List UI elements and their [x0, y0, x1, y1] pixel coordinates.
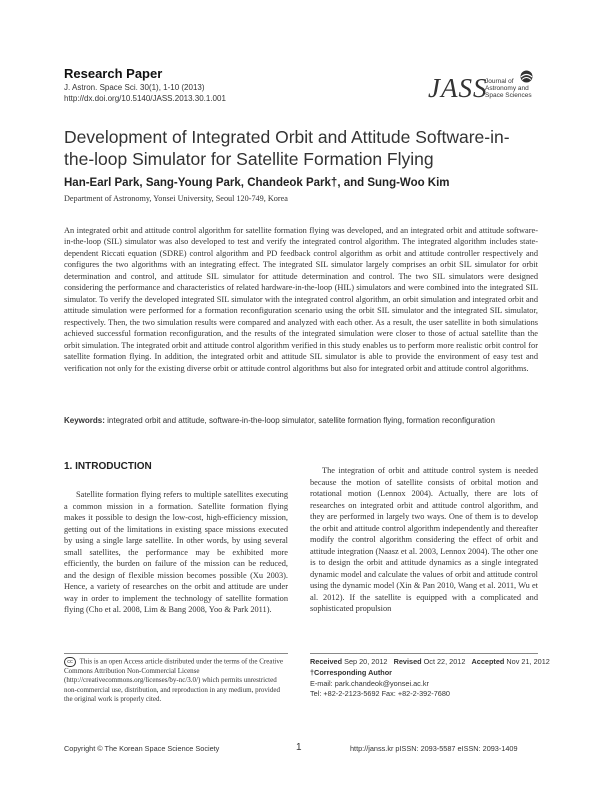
corresponding-email[interactable]: E-mail: park.chandeok@yonsei.ac.kr: [310, 679, 429, 688]
article-dates: [310, 657, 550, 666]
affiliation: Department of Astronomy, Yonsei University, Seoul 120-749, Korea: [64, 194, 288, 203]
received-date: Sep 20, 2012: [344, 657, 388, 666]
keywords-text: integrated orbit and attitude, software-in-the-loop simulator, satellite formation flying, formation reconfiguration: [107, 416, 495, 425]
doi-link[interactable]: http://dx.doi.org/10.5140/JASS.2013.30.1.001: [64, 94, 226, 103]
accepted-label: Accepted: [471, 657, 505, 666]
journal-logo: [428, 68, 543, 104]
creative-commons-icon: cc: [64, 657, 76, 667]
corresponding-phone: Tel: +82-2-2123-5692 Fax: +82-2-392-7680: [310, 689, 450, 698]
keywords-label: Keywords:: [64, 416, 105, 425]
citation: J. Astron. Space Sci. 30(1), 1-10 (2013): [64, 83, 205, 92]
section-heading: 1. INTRODUCTION: [64, 461, 152, 472]
authors: Han-Earl Park, Sang-Young Park, Chandeok Park†, and Sung-Woo Kim: [64, 177, 450, 189]
journal-name-line-1: Journal of: [485, 78, 514, 85]
license-note: [64, 657, 288, 704]
page-number: 1: [296, 742, 302, 753]
footer-copyright: Copyright © The Korean Space Science Society: [64, 744, 220, 753]
footnote-divider-right: [310, 653, 538, 654]
revised-date: Oct 22, 2012: [423, 657, 466, 666]
article-title: Development of Integrated Orbit and Attitude Software-in-the-loop Simulator for Satellite Formation Flying: [64, 127, 510, 169]
abstract: An integrated orbit and attitude control algorithm for satellite formation flying was developed, and an integrated orbit and attitude software-in-the-loop (SIL) simulator was also developed to test and verify the integrated control algorithm. The integrated algorithm includes state-dependent Riccati equation (SDRE) control algorithm and PD feedback control algorithm as orbit and attitude controller respectively and configures the two algorithms with an integrating effect. The integrated SIL simulator largely comprises an orbit SIL simulator for orbit determination and control, and attitude SIL simulator for attitude determination and control. The two SIL simulators were designed considering the performance and characteristics of related hardware-in-the-loop (HIL) simulators and were combined into the integrated SIL simulator. To verify the developed integrated SIL simulator with the integrated control algorithm, an orbit simulation and integrated orbit and attitude simulation were performed for a formation reconfiguration scenario using the orbit SIL simulator and the integrated SIL simulator, respectively. Then, the two simulation results were compared and analyzed with each other. As a result, the user satellite in both simulations achieved successful formation reconfiguration, and the results of the integrated simulation were closer to those of actual satellite than the orbit simulation. The integrated orbit and attitude control algorithm verified in this study enables us to perform more realistic orbit control for satellite formation flying. In addition, the integrated orbit and attitude SIL simulator is able to provide the environment of easy test and verification not only for the existing diverse orbit or attitude control algorithms but also for integrated orbit and attitude control algorithms.: [64, 226, 538, 373]
body-text-right: The integration of orbit and attitude control system is needed because the motion of satellite consists of orbital motion and rotational motion (Lennox 2004). Actually, there are lots of researches on integrated orbit and attitude control algorithm, and they are performed in largely two ways. One of them is to develop the orbit and attitude control algorithm independently and thereafter modify the control algorithm considering the effect of orbit and attitude integration (Naasz et al. 2003, Lennox 2004). The other one is to design the orbit and attitude dynamics as a single integrated dynamic model and calculate the values of orbit and attitude control using the dynamic model (Xin & Pan 2010, Wang et al. 2011, Wu et al. 2012). If the satellite is equipped with a complicated and sophisticated propulsion: [310, 466, 538, 613]
revised-label: Revised: [393, 657, 422, 666]
corresponding-author-label: †Corresponding Author: [310, 668, 393, 677]
accepted-date: Nov 21, 2012: [506, 657, 550, 666]
journal-name-line-2: Astronomy and: [485, 85, 529, 92]
footer-issn[interactable]: http://janss.kr pISSN: 2093-5587 eISSN: 2093-1409: [350, 744, 518, 753]
journal-abbrev: JASS: [428, 73, 488, 103]
journal-name-line-3: Space Sciences: [485, 92, 532, 99]
body-text-left: Satellite formation flying refers to multiple satellites executing a common mission in a formation. Satellite formation flying makes it possible to design the low-cost, high-efficiency mission, getting out of the limitations in existing space missions executed by using a single large satellite. In other words, by using several small satellites, the performance may be exhibited more efficiently, the burden on failure of the mission can be reduced, and the design of flexible mission becomes possible (Xu 2003). Hence, a variety of researches on the orbit and attitude are under way in order to implement the technology of satellite formation flying (Cho et al. 2008, Lim & Bang 2008, Yoo & Park 2011).: [64, 490, 288, 614]
footnote-divider-left: [64, 653, 288, 654]
license-text: This is an open Access article distributed under the terms of the Creative Commons Attribution Non-Commercial License (http://creativecommons.org/licenses/by-nc/3.0/) which permits unrestricted non-commercial use, distribution, and reproduction in any medium, provided the original work is properly cited.: [64, 657, 283, 703]
paper-type: Research Paper: [64, 66, 163, 81]
journal-full-name: [485, 78, 545, 99]
received-label: Received: [310, 657, 343, 666]
keywords: [64, 416, 538, 425]
